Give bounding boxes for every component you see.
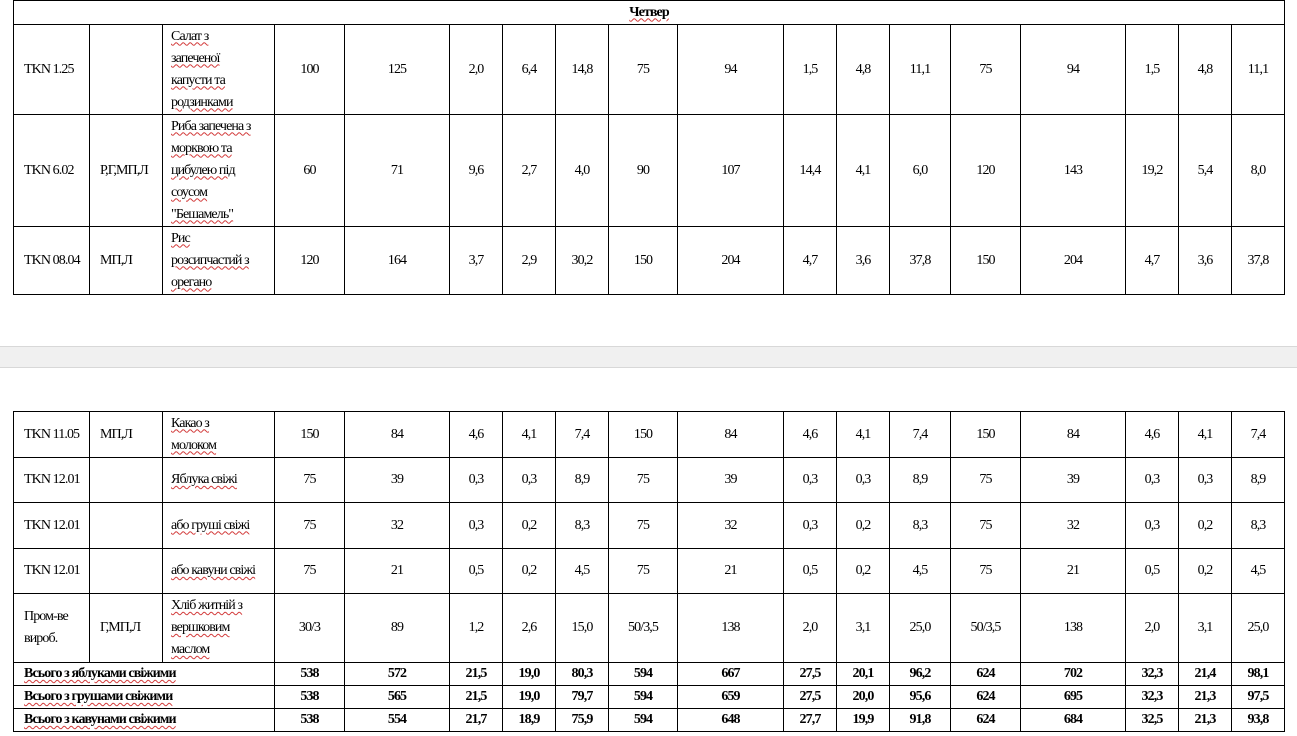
nutrition-value: 2,7 <box>503 115 556 227</box>
total-value: 79,7 <box>556 686 609 709</box>
day-header: Четвер <box>14 1 1285 25</box>
total-value: 565 <box>345 686 450 709</box>
nutrition-value: 4,5 <box>890 549 951 594</box>
total-value: 18,9 <box>503 709 556 732</box>
dish-allergens <box>90 549 163 594</box>
nutrition-value: 4,1 <box>503 412 556 458</box>
dish-name-line: "Бешамель" <box>171 206 234 222</box>
nutrition-value: 164 <box>345 227 450 295</box>
nutrition-value: 4,1 <box>837 412 890 458</box>
dish-code: TKN 12.01 <box>14 458 90 503</box>
total-label-text: Всього з грушами свіжими <box>24 689 173 704</box>
nutrition-value: 3,1 <box>837 594 890 663</box>
nutrition-value: 4,0 <box>556 115 609 227</box>
total-value: 624 <box>951 686 1021 709</box>
total-value: 27,5 <box>784 663 837 686</box>
nutrition-value: 4,1 <box>837 115 890 227</box>
dish-name <box>163 549 275 594</box>
nutrition-value: 0,3 <box>450 503 503 549</box>
menu-table-top <box>13 0 1285 295</box>
nutrition-value: 1,5 <box>784 25 837 115</box>
nutrition-value: 1,2 <box>450 594 503 663</box>
nutrition-value: 8,0 <box>1232 115 1285 227</box>
total-value: 659 <box>678 686 784 709</box>
nutrition-value: 2,9 <box>503 227 556 295</box>
total-label-text: Всього з яблуками свіжими <box>24 666 176 681</box>
nutrition-value: 120 <box>951 115 1021 227</box>
nutrition-value: 84 <box>1021 412 1126 458</box>
dish-name-line: соусом <box>171 184 208 200</box>
total-label <box>14 663 275 686</box>
nutrition-value: 4,7 <box>1126 227 1179 295</box>
dish-name-line: капусти та <box>171 72 225 88</box>
nutrition-value: 150 <box>609 227 678 295</box>
nutrition-value: 0,2 <box>1179 503 1232 549</box>
total-value: 538 <box>275 709 345 732</box>
nutrition-value: 3,6 <box>837 227 890 295</box>
dish-row <box>14 503 1285 549</box>
nutrition-value: 150 <box>609 412 678 458</box>
nutrition-value: 37,8 <box>1232 227 1285 295</box>
total-value: 538 <box>275 686 345 709</box>
nutrition-value: 8,3 <box>556 503 609 549</box>
total-value: 19,0 <box>503 663 556 686</box>
nutrition-value: 75 <box>609 549 678 594</box>
nutrition-value: 50/3,5 <box>609 594 678 663</box>
dish-row <box>14 115 1285 227</box>
dish-row <box>14 458 1285 503</box>
nutrition-value: 4,1 <box>1179 412 1232 458</box>
total-value: 20,0 <box>837 686 890 709</box>
nutrition-value: 0,3 <box>1179 458 1232 503</box>
dish-allergens: Р,Г,МП,Л <box>90 115 163 227</box>
nutrition-value: 6,4 <box>503 25 556 115</box>
total-value: 75,9 <box>556 709 609 732</box>
nutrition-value: 14,4 <box>784 115 837 227</box>
nutrition-value: 32 <box>345 503 450 549</box>
nutrition-value: 2,0 <box>784 594 837 663</box>
nutrition-value: 21 <box>1021 549 1126 594</box>
total-value: 538 <box>275 663 345 686</box>
dish-name-line: Рис <box>171 230 190 246</box>
dish-name <box>163 503 275 549</box>
total-value: 21,5 <box>450 663 503 686</box>
nutrition-value: 8,3 <box>890 503 951 549</box>
total-value: 624 <box>951 663 1021 686</box>
nutrition-value: 4,6 <box>784 412 837 458</box>
total-value: 21,3 <box>1179 686 1232 709</box>
total-row <box>14 686 1285 709</box>
nutrition-value: 75 <box>951 503 1021 549</box>
total-value: 21,7 <box>450 709 503 732</box>
nutrition-value: 4,6 <box>450 412 503 458</box>
nutrition-value: 0,3 <box>450 458 503 503</box>
nutrition-value: 3,1 <box>1179 594 1232 663</box>
menu-table-bottom <box>13 411 1285 732</box>
nutrition-value: 75 <box>951 458 1021 503</box>
total-value: 27,7 <box>784 709 837 732</box>
total-value: 98,1 <box>1232 663 1285 686</box>
total-value: 702 <box>1021 663 1126 686</box>
nutrition-value: 0,2 <box>1179 549 1232 594</box>
nutrition-value: 138 <box>1021 594 1126 663</box>
nutrition-value: 30/3 <box>275 594 345 663</box>
dish-code: TKN 11.05 <box>14 412 90 458</box>
nutrition-value: 94 <box>1021 25 1126 115</box>
nutrition-value: 6,0 <box>890 115 951 227</box>
nutrition-value: 0,2 <box>837 549 890 594</box>
nutrition-value: 75 <box>951 549 1021 594</box>
nutrition-value: 32 <box>1021 503 1126 549</box>
total-value: 695 <box>1021 686 1126 709</box>
nutrition-value: 30,2 <box>556 227 609 295</box>
total-value: 96,2 <box>890 663 951 686</box>
total-value: 554 <box>345 709 450 732</box>
nutrition-value: 1,5 <box>1126 25 1179 115</box>
dish-row <box>14 594 1285 663</box>
total-value: 624 <box>951 709 1021 732</box>
total-value: 594 <box>609 709 678 732</box>
total-value: 648 <box>678 709 784 732</box>
nutrition-value: 2,0 <box>450 25 503 115</box>
nutrition-value: 84 <box>678 412 784 458</box>
dish-name-line: або груші свіжі <box>171 517 250 533</box>
dish-name-line: Яблука свіжі <box>171 472 237 487</box>
nutrition-value: 8,3 <box>1232 503 1285 549</box>
dish-allergens: Г,МП,Л <box>90 594 163 663</box>
dish-name-line: або кавуни свіжі <box>171 563 256 578</box>
dish-name-line: розсипчастий з <box>171 252 249 268</box>
total-value: 594 <box>609 686 678 709</box>
nutrition-value: 75 <box>609 503 678 549</box>
nutrition-value: 84 <box>345 412 450 458</box>
nutrition-value: 75 <box>609 458 678 503</box>
dish-name <box>163 458 275 503</box>
nutrition-value: 4,5 <box>556 549 609 594</box>
nutrition-value: 21 <box>345 549 450 594</box>
dish-code: TKN 12.01 <box>14 549 90 594</box>
dish-name-line: запеченої <box>171 50 220 66</box>
total-value: 19,9 <box>837 709 890 732</box>
nutrition-value: 50/3,5 <box>951 594 1021 663</box>
total-value: 19,0 <box>503 686 556 709</box>
total-value: 80,3 <box>556 663 609 686</box>
nutrition-value: 75 <box>951 25 1021 115</box>
nutrition-value: 75 <box>275 458 345 503</box>
dish-allergens <box>90 503 163 549</box>
dish-allergens: МП,Л <box>90 412 163 458</box>
nutrition-value: 0,2 <box>503 503 556 549</box>
nutrition-value: 15,0 <box>556 594 609 663</box>
dish-name-line: морквою та <box>171 140 232 156</box>
dish-name-line: маслом <box>171 642 210 657</box>
nutrition-value: 8,9 <box>556 458 609 503</box>
page-break <box>0 346 1297 368</box>
nutrition-value: 143 <box>1021 115 1126 227</box>
nutrition-value: 0,3 <box>784 458 837 503</box>
total-value: 93,8 <box>1232 709 1285 732</box>
nutrition-value: 71 <box>345 115 450 227</box>
total-label <box>14 709 275 732</box>
dish-allergens <box>90 458 163 503</box>
nutrition-value: 75 <box>609 25 678 115</box>
dish-name-line: цибулею під <box>171 162 235 178</box>
total-value: 32,3 <box>1126 686 1179 709</box>
nutrition-value: 0,3 <box>837 458 890 503</box>
nutrition-value: 2,6 <box>503 594 556 663</box>
nutrition-value: 9,6 <box>450 115 503 227</box>
dish-name-line: Салат з <box>171 28 209 44</box>
nutrition-value: 0,5 <box>1126 549 1179 594</box>
nutrition-value: 3,6 <box>1179 227 1232 295</box>
nutrition-value: 39 <box>345 458 450 503</box>
dish-allergens: МП,Л <box>90 227 163 295</box>
nutrition-value: 0,5 <box>784 549 837 594</box>
nutrition-value: 0,3 <box>1126 458 1179 503</box>
nutrition-value: 8,9 <box>890 458 951 503</box>
nutrition-value: 0,5 <box>450 549 503 594</box>
dish-code: TKN 12.01 <box>14 503 90 549</box>
nutrition-value: 204 <box>1021 227 1126 295</box>
nutrition-value: 150 <box>275 412 345 458</box>
total-value: 21,5 <box>450 686 503 709</box>
total-value: 667 <box>678 663 784 686</box>
nutrition-value: 5,4 <box>1179 115 1232 227</box>
dish-name-line: Хліб житній з <box>171 598 243 613</box>
nutrition-value: 11,1 <box>890 25 951 115</box>
dish-name-line: Риба запечена з <box>171 118 251 134</box>
dish-name-line: орегано <box>171 274 212 290</box>
total-value: 32,5 <box>1126 709 1179 732</box>
nutrition-value: 39 <box>1021 458 1126 503</box>
total-row <box>14 709 1285 732</box>
dish-code: TKN 1.25 <box>14 25 90 115</box>
nutrition-value: 39 <box>678 458 784 503</box>
total-value: 27,5 <box>784 686 837 709</box>
dish-name-line: вершковим <box>171 620 230 635</box>
dish-name <box>163 25 275 115</box>
nutrition-value: 138 <box>678 594 784 663</box>
nutrition-value: 94 <box>678 25 784 115</box>
nutrition-value: 75 <box>275 503 345 549</box>
total-value: 95,6 <box>890 686 951 709</box>
dish-name <box>163 227 275 295</box>
nutrition-value: 8,9 <box>1232 458 1285 503</box>
nutrition-value: 4,6 <box>1126 412 1179 458</box>
total-label <box>14 686 275 709</box>
dish-row <box>14 25 1285 115</box>
dish-row <box>14 549 1285 594</box>
nutrition-value: 150 <box>951 412 1021 458</box>
dish-code: TKN 08.04 <box>14 227 90 295</box>
nutrition-value: 60 <box>275 115 345 227</box>
total-value: 97,5 <box>1232 686 1285 709</box>
nutrition-value: 0,2 <box>837 503 890 549</box>
nutrition-value: 125 <box>345 25 450 115</box>
nutrition-value: 25,0 <box>1232 594 1285 663</box>
nutrition-value: 120 <box>275 227 345 295</box>
nutrition-value: 0,2 <box>503 549 556 594</box>
dish-name-line: родзинками <box>171 94 233 110</box>
nutrition-value: 14,8 <box>556 25 609 115</box>
dish-row <box>14 227 1285 295</box>
total-value: 594 <box>609 663 678 686</box>
total-value: 21,3 <box>1179 709 1232 732</box>
nutrition-value: 37,8 <box>890 227 951 295</box>
dish-row <box>14 412 1285 458</box>
dish-name <box>163 115 275 227</box>
nutrition-value: 21 <box>678 549 784 594</box>
nutrition-value: 3,7 <box>450 227 503 295</box>
nutrition-value: 32 <box>678 503 784 549</box>
dish-code: Пром-ве вироб. <box>14 594 90 663</box>
nutrition-value: 0,3 <box>784 503 837 549</box>
nutrition-value: 0,3 <box>503 458 556 503</box>
nutrition-value: 25,0 <box>890 594 951 663</box>
nutrition-value: 2,0 <box>1126 594 1179 663</box>
nutrition-value: 90 <box>609 115 678 227</box>
nutrition-value: 4,7 <box>784 227 837 295</box>
total-value: 572 <box>345 663 450 686</box>
total-row <box>14 663 1285 686</box>
nutrition-value: 75 <box>275 549 345 594</box>
total-label-text: Всього з кавунами свіжими <box>24 712 176 727</box>
dish-code: TKN 6.02 <box>14 115 90 227</box>
dish-name <box>163 594 275 663</box>
nutrition-value: 11,1 <box>1232 25 1285 115</box>
nutrition-value: 4,8 <box>837 25 890 115</box>
nutrition-value: 7,4 <box>1232 412 1285 458</box>
nutrition-value: 0,3 <box>1126 503 1179 549</box>
dish-allergens <box>90 25 163 115</box>
nutrition-value: 7,4 <box>890 412 951 458</box>
nutrition-value: 4,5 <box>1232 549 1285 594</box>
total-value: 21,4 <box>1179 663 1232 686</box>
nutrition-value: 7,4 <box>556 412 609 458</box>
dish-name-line: Какао з <box>171 415 209 431</box>
nutrition-value: 204 <box>678 227 784 295</box>
total-value: 20,1 <box>837 663 890 686</box>
nutrition-value: 107 <box>678 115 784 227</box>
total-value: 684 <box>1021 709 1126 732</box>
nutrition-value: 19,2 <box>1126 115 1179 227</box>
nutrition-value: 4,8 <box>1179 25 1232 115</box>
total-value: 91,8 <box>890 709 951 732</box>
dish-name-line: молоком <box>171 437 217 453</box>
nutrition-value: 100 <box>275 25 345 115</box>
nutrition-value: 150 <box>951 227 1021 295</box>
total-value: 32,3 <box>1126 663 1179 686</box>
nutrition-value: 89 <box>345 594 450 663</box>
dish-name <box>163 412 275 458</box>
